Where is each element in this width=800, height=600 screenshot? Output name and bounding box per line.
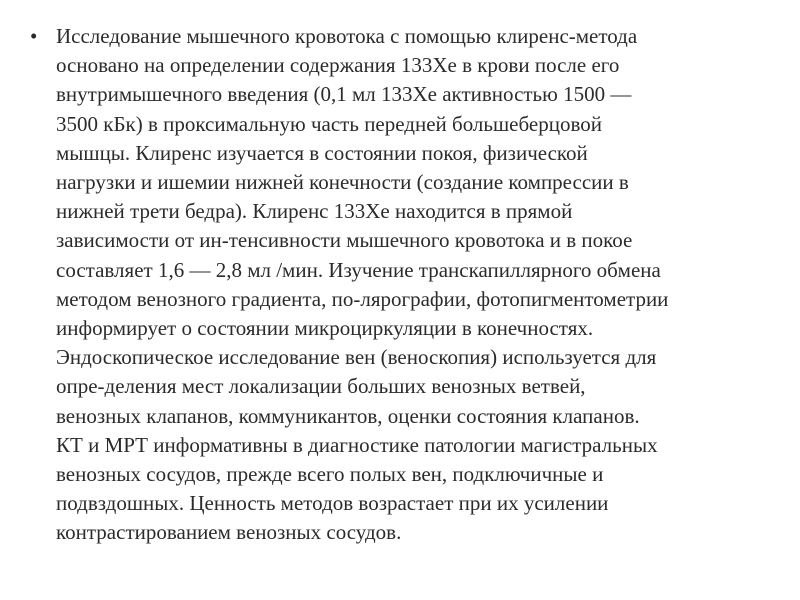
bullet-list (30, 22, 770, 548)
bullet-item (30, 22, 770, 548)
body-paragraph: Исследование мышечного кровотока с помощью клиренс-метода основано на определении содержания 133Хе в крови после его внутримышечного введения (0,1 мл 133Хе активностью 1500 — 3500 кБк) в проксимальную часть передней большеберцовой мышцы. Клиренс изучается в состоянии покоя, физической нагрузки и ишемии нижней конечности (создание компрессии в нижней трети бедра). Клиренс 133Хе находится в прямой зависимости от ин-тенсивности мышечного кровотока и в покое составляет 1,6 — 2,8 мл /мин. Изучение транскапиллярного обмена методом венозного градиента, по-лярографии, фотопигментометрии информирует о состоянии микроциркуляции в конечностях. Эндоскопическое исследование вен (веноскопия) используется для опре-деления мест локализации больших венозных ветвей, венозных клапанов, коммуникантов, оценки состояния клапанов. КТ и МРТ информативны в диагностике патологии магистральных венозных сосудов, прежде всего полых вен, подключичные и подвздошных. Ценность методов возрастает при их усилении контрастированием венозных сосудов. (56, 24, 669, 545)
bullet-marker: • (30, 24, 38, 48)
